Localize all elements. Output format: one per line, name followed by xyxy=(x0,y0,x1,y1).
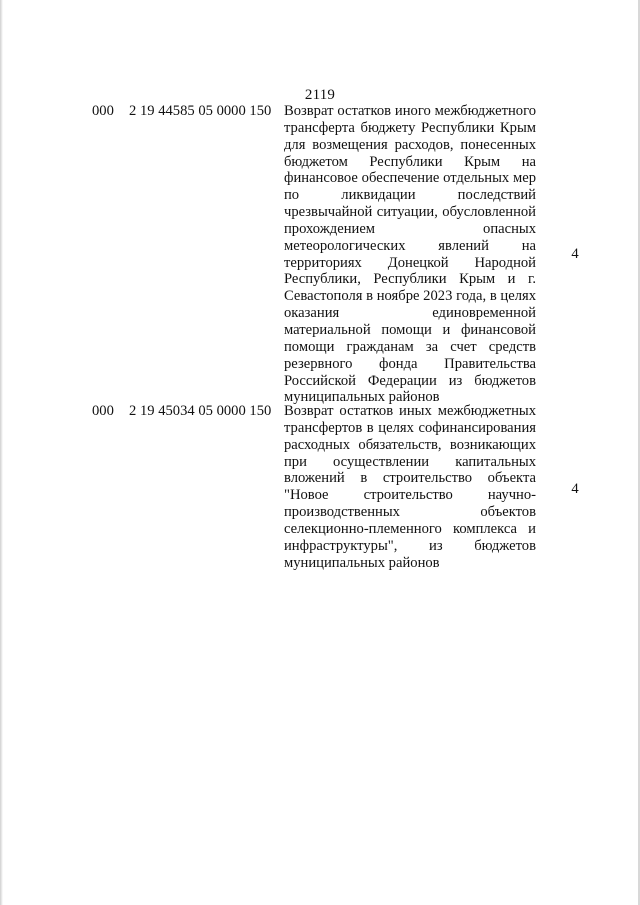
amount-value: 4 xyxy=(571,246,579,262)
revenue-description: Возврат остатков иного межбюджетного трансферта бюджету Республики Крым для возмещения расходов, понесенных бюджетом Республики Крым на финансовое обеспечение отдельных мер по ликвидации последствий чрезвычайной ситуации, обусловленной прохождением опасных метеорологических явлений на территориях Донецкой Народной Республики, Республики Крым и г. Севастополя в ноябре 2023 года, в целях оказания единовременной материальной помощи и финансовой помощи гражданам за счет средств резервного фонда Правительства Российской Федерации из бюджетов муниципальных районов xyxy=(284,103,536,406)
amount-value: 4 xyxy=(571,481,579,497)
admin-code: 000 xyxy=(92,103,114,119)
page-number: 2119 xyxy=(304,87,336,103)
revenue-description: Возврат остатков иных межбюджетных трансфертов в целях софинансирования расходных обязательств, возникающих при осуществлении капитальных вложений в строительство объекта "Новое строительство научно-производственных объектов селекционно-племенного комплекса и инфраструктуры", из бюджетов муниципальных районов xyxy=(284,403,536,571)
budget-classification-code: 2 19 44585 05 0000 150 xyxy=(129,103,272,119)
scan-page-edge-left xyxy=(0,0,3,905)
budget-classification-code: 2 19 45034 05 0000 150 xyxy=(129,403,272,419)
admin-code: 000 xyxy=(92,403,114,419)
